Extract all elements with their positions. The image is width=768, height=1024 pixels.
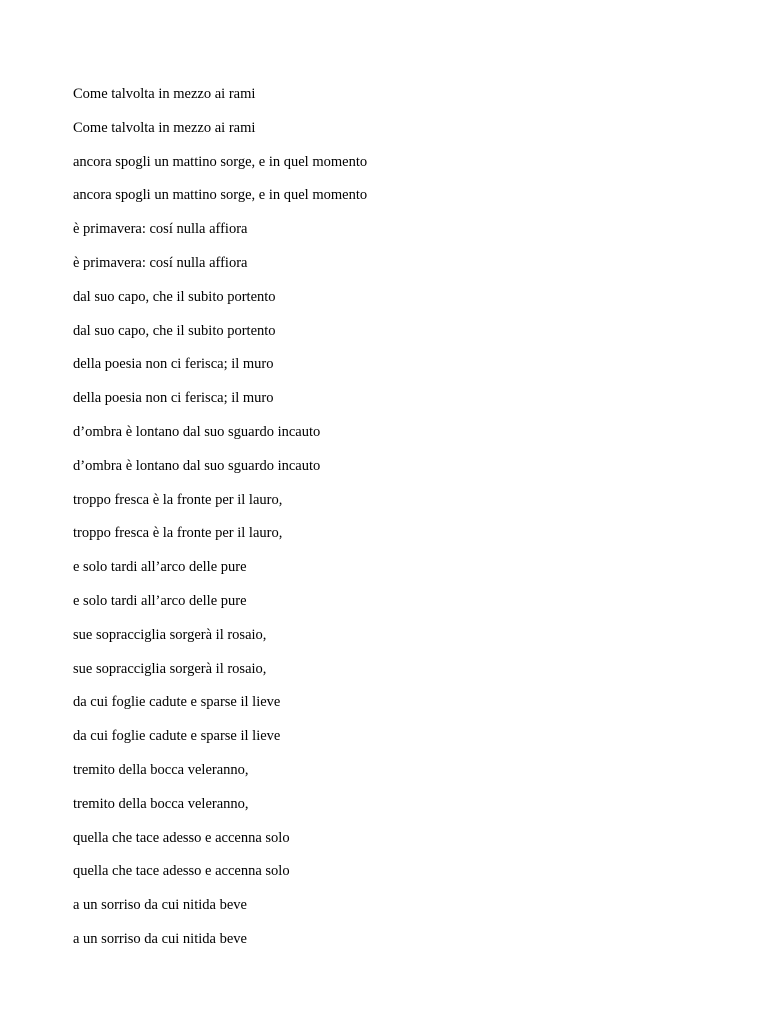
poem-line: e solo tardi all’arco delle pure xyxy=(73,559,247,576)
poem-line: sue sopracciglia sorgerà il rosaio, xyxy=(73,660,267,677)
poem-line: da cui foglie cadute e sparse il lieve xyxy=(73,728,281,745)
poem-line: d’ombra è lontano dal suo sguardo incauto xyxy=(73,457,321,474)
poem-line: troppo fresca è la fronte per il lauro, xyxy=(73,525,283,542)
poem-line: troppo fresca è la fronte per il lauro, xyxy=(73,491,283,508)
poem-line: d’ombra è lontano dal suo sguardo incauto xyxy=(73,423,321,440)
poem-line: e solo tardi all’arco delle pure xyxy=(73,592,247,609)
poem-line: sue sopracciglia sorgerà il rosaio, xyxy=(73,626,267,643)
poem-line: della poesia non ci ferisca; il muro xyxy=(73,390,274,407)
poem-line: quella che tace adesso e accenna solo xyxy=(73,863,290,880)
poem-line: dal suo capo, che il subito portento xyxy=(73,288,276,305)
poem-line: ancora spogli un mattino sorge, e in quel momento xyxy=(73,187,368,204)
poem-line: Come talvolta in mezzo ai rami xyxy=(73,86,256,102)
poem-line: è primavera: cosí nulla affiora xyxy=(73,254,248,271)
poem-line: da cui foglie cadute e sparse il lieve xyxy=(73,694,281,711)
poem-line: quella che tace adesso e accenna solo xyxy=(73,829,290,846)
poem-line: a un sorriso da cui nitida beve xyxy=(73,897,247,914)
poem-line: della poesia non ci ferisca; il muro xyxy=(73,356,274,373)
poem-text xyxy=(73,85,367,964)
poem-line: ancora spogli un mattino sorge, e in quel momento xyxy=(73,153,368,170)
poem-line: dal suo capo, che il subito portento xyxy=(73,322,276,339)
poem-line: a un sorriso da cui nitida beve xyxy=(73,930,247,947)
poem-line: è primavera: cosí nulla affiora xyxy=(73,221,248,238)
poem-line: tremito della bocca veleranno, xyxy=(73,795,249,812)
poem-line: Come talvolta in mezzo ai rami xyxy=(73,119,256,136)
poem-line: tremito della bocca veleranno, xyxy=(73,761,249,778)
